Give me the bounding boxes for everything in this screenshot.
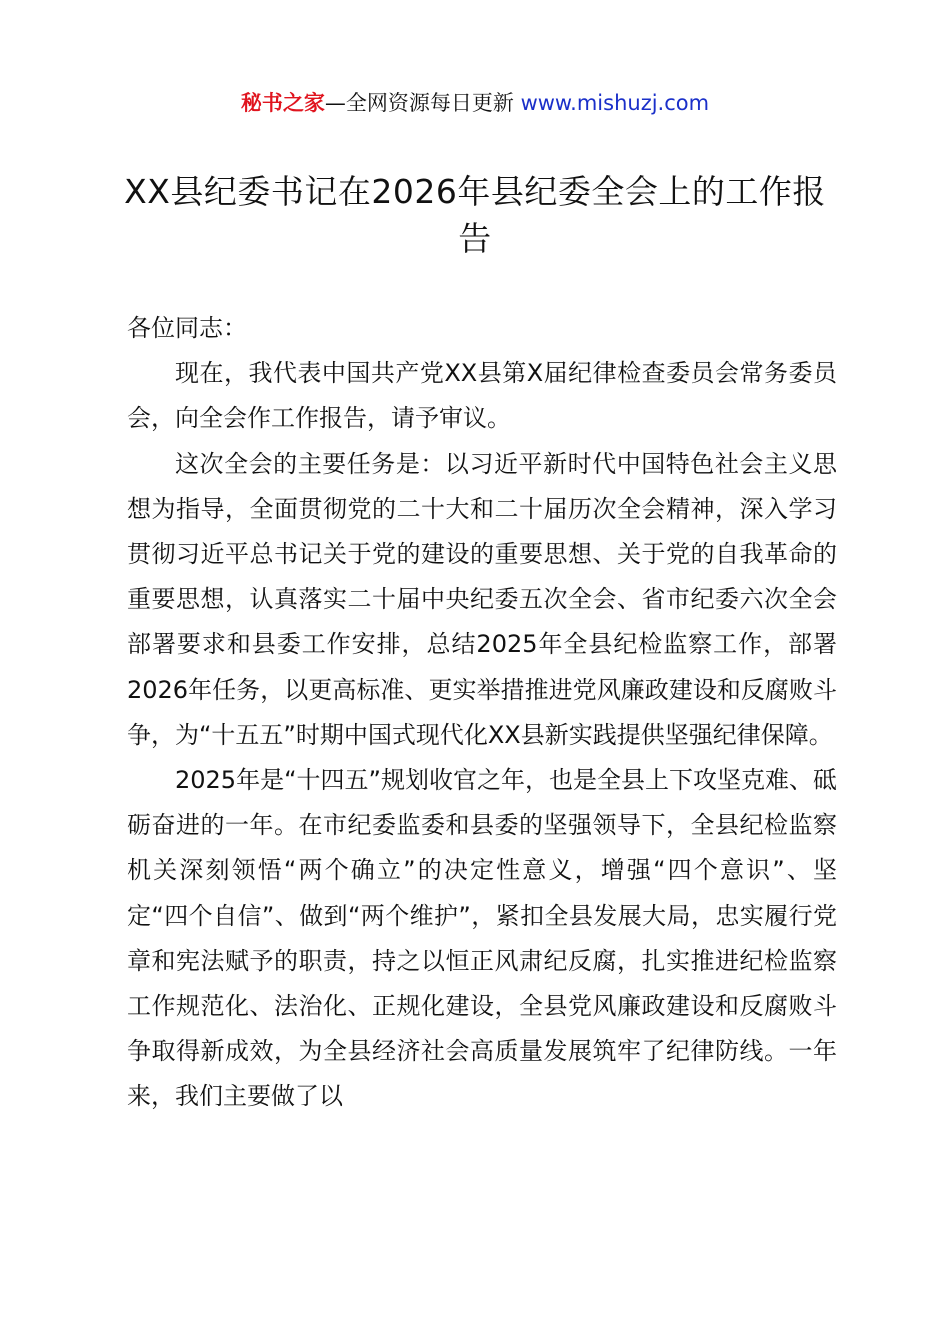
- site-tagline: —全网资源每日更新: [324, 91, 521, 115]
- document-title: XX县纪委书记在2026年县纪委全会上的工作报告: [124, 172, 826, 258]
- salutation: 各位同志：: [127, 314, 247, 342]
- paragraph: 这次全会的主要任务是：以习近平新时代中国特色社会主义思想为指导，全面贯彻党的二十大和二十届历次全会精神，深入学习贯彻习近平总书记关于党的建设的重要思想、关于党的自我革命的重要思想，认真落实二十届中央纪委五次全会、省市纪委六次全会部署要求和县委工作安排，总结2025年全县纪检监察工作，部署2026年任务，以更高标准、更实举措推进党风廉政建设和反腐败斗争，为“十五五”时期中国式现代化XX县新实践提供坚强纪律保障。: [127, 449, 837, 749]
- paragraph: 2025年是“十四五”规划收官之年，也是全县上下攻坚克难、砥砺奋进的一年。在市纪委监委和县委的坚强领导下，全县纪检监察机关深刻领悟“两个确立”的决定性意义，增强“四个意识”、坚定“四个自信”、做到“两个维护”，紧扣全县发展大局，忠实履行党章和宪法赋予的职责，持之以恒正风肃纪反腐，扎实推进纪检监察工作规范化、法治化、正规化建设，全县党风廉政建设和反腐败斗争取得新成效，为全县经济社会高质量发展筑牢了纪律防线。一年来，我们主要做了以: [127, 766, 837, 1111]
- paragraph: 现在，我代表中国共产党XX县第X届纪律检查委员会常务委员会，向全会作工作报告，请予审议。: [127, 359, 837, 433]
- site-brand: 秘书之家: [240, 91, 325, 115]
- document-body: [127, 306, 837, 1120]
- site-url-link[interactable]: www.mishuzj.com: [520, 91, 710, 115]
- site-header: [0, 88, 950, 118]
